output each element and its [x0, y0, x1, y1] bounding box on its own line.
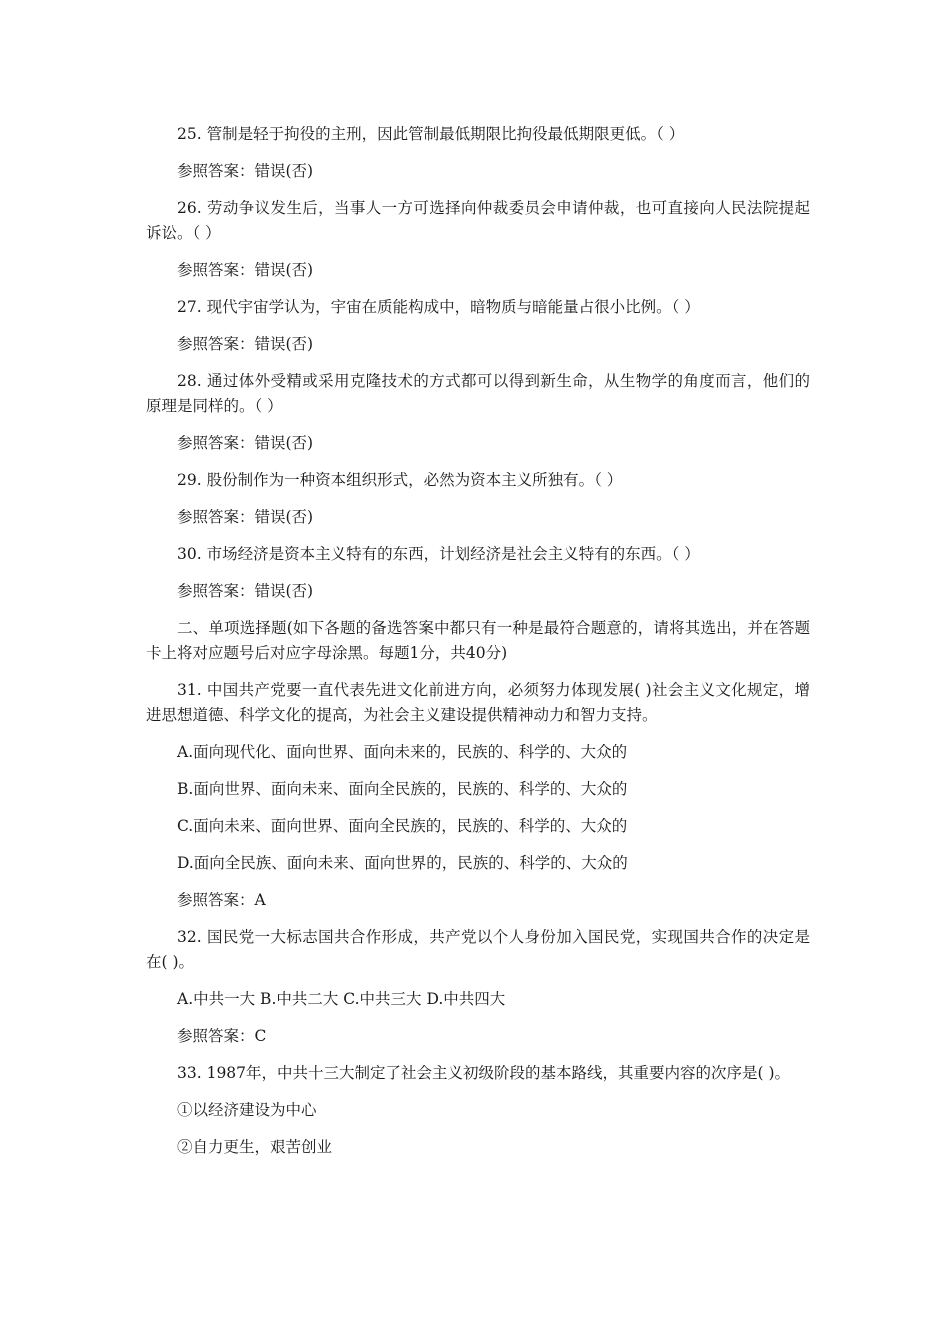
option-31-d: D.面向全民族、面向未来、面向世界的，民族的、科学的、大众的 — [177, 854, 628, 872]
question-30: 30. 市场经济是资本主义特有的东西，计划经济是社会主义特有的东西。（ ） — [177, 545, 700, 563]
options-32: A.中共一大 B.中共二大 C.中共三大 D.中共四大 — [177, 990, 506, 1008]
option-31-b: B.面向世界、面向未来、面向全民族的，民族的、科学的、大众的 — [177, 780, 628, 798]
option-31-c: C.面向未来、面向世界、面向全民族的，民族的、科学的、大众的 — [177, 817, 628, 835]
question-28: 28. 通过体外受精或采用克隆技术的方式都可以得到新生命，从生物学的角度而言，他们的原理是同样的。（ ） — [146, 372, 810, 415]
question-33: 33. 1987年，中共十三大制定了社会主义初级阶段的基本路线，其重要内容的次序是( )。 — [177, 1064, 791, 1082]
document-page — [146, 122, 810, 1172]
answer-30: 参照答案：错误(否) — [177, 582, 314, 600]
question-27: 27. 现代宇宙学认为，宇宙在质能构成中，暗物质与暗能量占很小比例。（ ） — [177, 298, 700, 316]
answer-26: 参照答案：错误(否) — [177, 261, 314, 279]
item-33-2: ②自力更生，艰苦创业 — [177, 1138, 333, 1156]
item-33-1: ①以经济建设为中心 — [177, 1101, 317, 1119]
answer-32: 参照答案：C — [177, 1027, 267, 1045]
answer-25: 参照答案：错误(否) — [177, 162, 314, 180]
question-29: 29. 股份制作为一种资本组织形式，必然为资本主义所独有。（ ） — [177, 471, 623, 489]
answer-31: 参照答案：A — [177, 891, 266, 909]
answer-28: 参照答案：错误(否) — [177, 434, 314, 452]
question-26: 26. 劳动争议发生后，当事人一方可选择向仲裁委员会申请仲裁，也可直接向人民法院提起诉讼。（ ） — [146, 199, 810, 242]
section-heading-single-choice: 二、单项选择题(如下各题的备选答案中都只有一种是最符合题意的，请将其选出，并在答题卡上将对应题号后对应字母涂黑。每题1分，共40分) — [146, 619, 810, 662]
question-32: 32. 国民党一大标志国共合作形成，共产党以个人身份加入国民党，实现国共合作的决定是在( )。 — [146, 928, 810, 971]
answer-29: 参照答案：错误(否) — [177, 508, 314, 526]
answer-27: 参照答案：错误(否) — [177, 335, 314, 353]
option-31-a: A.面向现代化、面向世界、面向未来的，民族的、科学的、大众的 — [177, 743, 628, 761]
question-25: 25. 管制是轻于拘役的主刑，因此管制最低期限比拘役最低期限更低。（ ） — [177, 125, 685, 143]
question-31: 31. 中国共产党要一直代表先进文化前进方向，必须努力体现发展( )社会主义文化规定，增进思想道德、科学文化的提高，为社会主义建设提供精神动力和智力支持。 — [146, 681, 810, 724]
